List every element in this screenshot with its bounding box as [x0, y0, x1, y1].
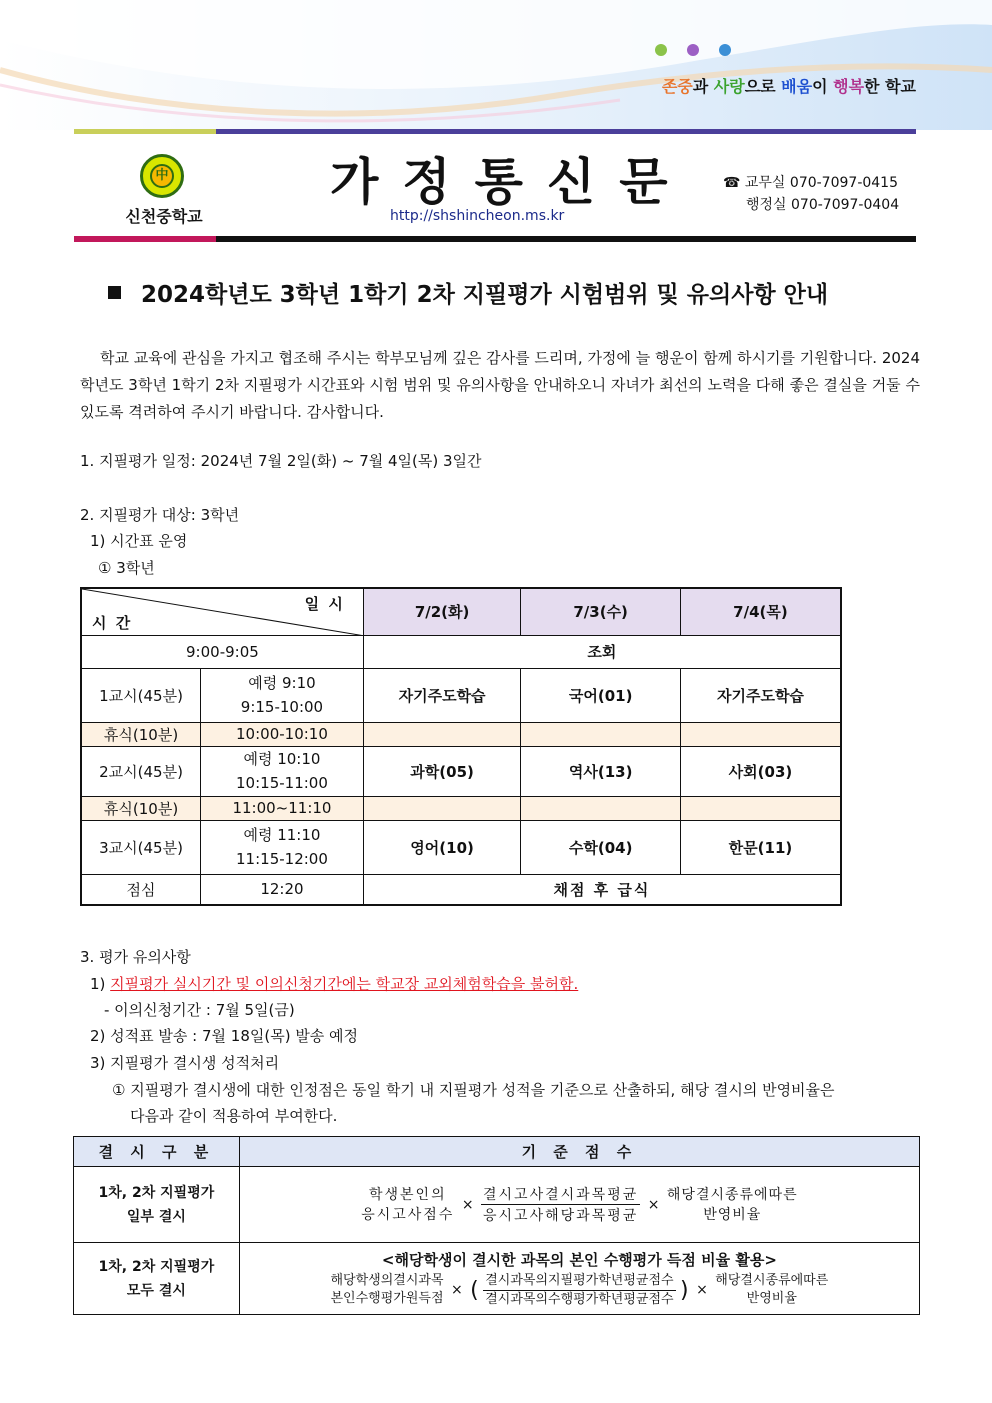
formula-cell: [239, 1243, 919, 1315]
subject-cell: 역사(13): [521, 746, 681, 796]
multiply-sign: ×: [647, 1196, 660, 1213]
assembly-label: 조회: [363, 635, 841, 668]
formula-term: [331, 1272, 444, 1308]
school-logo: [140, 154, 184, 198]
formula-text: 응시고사점수: [361, 1206, 455, 1223]
table-row: [81, 874, 841, 905]
motto-part: 행복: [833, 77, 865, 96]
break-name: 휴식(10분): [81, 796, 201, 820]
empty-cell: [363, 796, 521, 820]
formula-text: 반영비율: [703, 1206, 762, 1223]
formula-term: [715, 1272, 828, 1308]
motto-part: 이: [812, 77, 834, 96]
square-bullet-icon: [108, 286, 121, 299]
section-3-item-1: [90, 973, 578, 994]
absence-type-line: 1차, 2차 지필평가: [98, 1258, 215, 1275]
corner-label-time: 시 간: [92, 613, 133, 632]
motto-part: 한 학교: [864, 77, 916, 96]
school-url-link[interactable]: http://shshincheon.ms.kr: [390, 208, 565, 224]
break-time: 10:00-10:10: [201, 722, 364, 746]
formula-text: 해당결시종류에따른: [666, 1186, 798, 1203]
dot-green: [655, 44, 667, 56]
lunch-name: 점심: [81, 874, 201, 905]
fraction-numerator: 결시과목의지필평가학년평균점수: [483, 1272, 675, 1291]
formula-text: 본인수행평가원득점: [330, 1291, 444, 1306]
subject-cell: 과학(05): [363, 746, 521, 796]
close-paren: ): [680, 1277, 689, 1303]
item-1-warning: 지필평가 실시기간 및 이의신청기간에는 학교장 교외체험학습을 불허함.: [110, 975, 579, 993]
period-bell: 예령 11:10: [243, 826, 321, 844]
motto-part: 배움: [781, 77, 813, 96]
multiply-sign: ×: [696, 1282, 708, 1298]
dot-purple: [687, 44, 699, 56]
empty-cell: [521, 796, 681, 820]
table-row: [81, 722, 841, 746]
document-title-text: 2024학년도 3학년 1학기 2차 지필평가 시험범위 및 유의사항 안내: [141, 282, 829, 308]
period-name: 1교시(45분): [81, 668, 201, 722]
motto-part: 으로: [744, 77, 782, 96]
multiply-sign: ×: [450, 1282, 463, 1298]
section-2-grade: ① 3학년: [98, 559, 155, 577]
phone-academic-office: ☎ 교무실 070-7097-0415: [723, 175, 898, 191]
school-logo-glyph: 中: [150, 164, 174, 188]
period-time: [201, 746, 364, 796]
subject-cell: 자기주도학습: [363, 668, 521, 722]
motto-part: 과: [692, 77, 714, 96]
absence-type-line: 일부 결시: [126, 1208, 186, 1225]
table-row: [81, 796, 841, 820]
motto-part: 존중: [661, 77, 693, 96]
fraction-numerator: 결시고사결시과목평균: [481, 1184, 640, 1205]
item-1-number: 1): [90, 975, 111, 993]
newsletter-title: 가정통신문: [330, 153, 692, 211]
formula-text: 해당결시종류에따른: [715, 1273, 829, 1288]
dot-blue: [719, 44, 731, 56]
formula-fraction: [481, 1184, 640, 1225]
corner-label-date: 일 시: [304, 595, 345, 613]
header-bottom-rule: [74, 236, 916, 242]
period-range: 11:15-12:00: [236, 850, 328, 868]
absence-type-cell: [74, 1167, 240, 1243]
subject-cell: 영어(10): [363, 820, 521, 874]
intro-text: 학교 교육에 관심을 가지고 협조해 주시는 학부모님께 깊은 감사를 드리며, 가정에 늘 행운이 함께 하시기를 기원합니다. 2024학년도 3학년 1학기 2차 지필평가 시간표와 시험 범위 및 유의사항을 안내하오니 자녀가 최선의 노력을 다해 좋은 결실을 거둘 수 있도록 격려하여 주시기 바랍니다. 감사합니다.: [80, 349, 920, 421]
subject-cell: 사회(03): [680, 746, 841, 796]
table-row: [81, 746, 841, 796]
formula-text: 학생본인의: [368, 1186, 447, 1203]
absence-rule-line-2: 다음과 같이 적용하여 부여한다.: [130, 1107, 338, 1125]
formula-heading: <해당학생이 결시한 과목의 본인 수행평가 득점 비율 활용>: [381, 1250, 777, 1269]
section-3-item-3: 3) 지필평가 결시생 성적처리: [90, 1054, 280, 1072]
date-header: 7/4(목): [680, 588, 841, 635]
table-row: [81, 820, 841, 874]
lunch-time: 12:20: [201, 874, 364, 905]
period-bell: 예령 9:10: [248, 674, 316, 692]
exam-timetable: [80, 587, 842, 906]
subject-cell: 수학(04): [521, 820, 681, 874]
section-1-schedule: [80, 450, 482, 471]
fraction-denominator: 응시고사해당과목평균: [483, 1208, 639, 1224]
absence-type-line: 1차, 2차 지필평가: [98, 1184, 215, 1201]
empty-cell: [680, 722, 841, 746]
document-title: [108, 276, 828, 309]
subject-cell: 한문(11): [680, 820, 841, 874]
period-time: [201, 820, 364, 874]
section-3-heading: 3. 평가 유의사항: [80, 948, 191, 966]
formula-term: [667, 1185, 798, 1225]
school-motto: [662, 74, 916, 97]
standard-score-header: 기 준 점 수: [239, 1137, 919, 1167]
formula-text: 해당학생의결시과목: [330, 1273, 444, 1288]
school-name: 신천중학교: [125, 207, 203, 226]
table-row: [74, 1243, 920, 1315]
formula-term: [361, 1185, 454, 1225]
section-2-subheading: 1) 시간표 운영: [90, 532, 188, 550]
timetable-corner-cell: [81, 588, 363, 635]
absence-type-line: 모두 결시: [126, 1282, 186, 1299]
section-3-item-2: 2) 성적표 발송 : 7월 18일(목) 발송 예정: [90, 1027, 359, 1045]
period-time: [201, 668, 364, 722]
section-2-target: [80, 504, 239, 525]
section-1-label: 1. 지필평가 일정:: [80, 452, 201, 470]
section-2-value: 3학년: [200, 506, 240, 524]
subject-cell: 국어(01): [521, 668, 681, 722]
lunch-note: 채점 후 급식: [363, 874, 841, 905]
absence-type-header: 결 시 구 분: [74, 1137, 240, 1167]
assembly-time: 9:00-9:05: [81, 635, 363, 668]
formula-text: 반영비율: [746, 1291, 797, 1306]
empty-cell: [680, 796, 841, 820]
absence-rule-line-1: ① 지필평가 결시생에 대한 인정점은 동일 학기 내 지필평가 성적을 기준으로 산출하되, 해당 결시의 반영비율은: [112, 1081, 835, 1099]
date-header: 7/3(수): [521, 588, 681, 635]
formula-fraction: [483, 1272, 675, 1309]
empty-cell: [521, 722, 681, 746]
header-background: [0, 0, 992, 130]
period-range: 10:15-11:00: [236, 774, 328, 792]
section-1-value: 2024년 7월 2일(화) ~ 7월 4일(목) 3일간: [200, 452, 482, 470]
break-name: 휴식(10분): [81, 722, 201, 746]
empty-cell: [363, 722, 521, 746]
phone-admin-office: 행정실 070-7097-0404: [746, 197, 900, 213]
appeal-period: - 이의신청기간 : 7월 5일(금): [104, 1001, 295, 1019]
period-bell: 예령 10:10: [243, 750, 321, 768]
table-row: [74, 1167, 920, 1243]
fraction-denominator: 결시과목의수행평가학년평균점수: [485, 1291, 674, 1307]
period-name: 3교시(45분): [81, 820, 201, 874]
motto-part: 사랑: [713, 77, 745, 96]
formula-cell: [239, 1167, 919, 1243]
section-2-label: 2. 지필평가 대상:: [80, 506, 201, 524]
header-top-rule: [74, 129, 916, 134]
absence-type-cell: [74, 1243, 240, 1315]
open-paren: (: [470, 1277, 479, 1303]
multiply-sign: ×: [461, 1196, 474, 1213]
break-time: 11:00~11:10: [201, 796, 364, 820]
subject-cell: 자기주도학습: [680, 668, 841, 722]
absence-score-table: [73, 1136, 920, 1315]
period-name: 2교시(45분): [81, 746, 201, 796]
date-header: 7/2(화): [363, 588, 521, 635]
intro-paragraph: [80, 345, 920, 426]
table-row: [81, 668, 841, 722]
period-range: 9:15-10:00: [240, 698, 324, 716]
